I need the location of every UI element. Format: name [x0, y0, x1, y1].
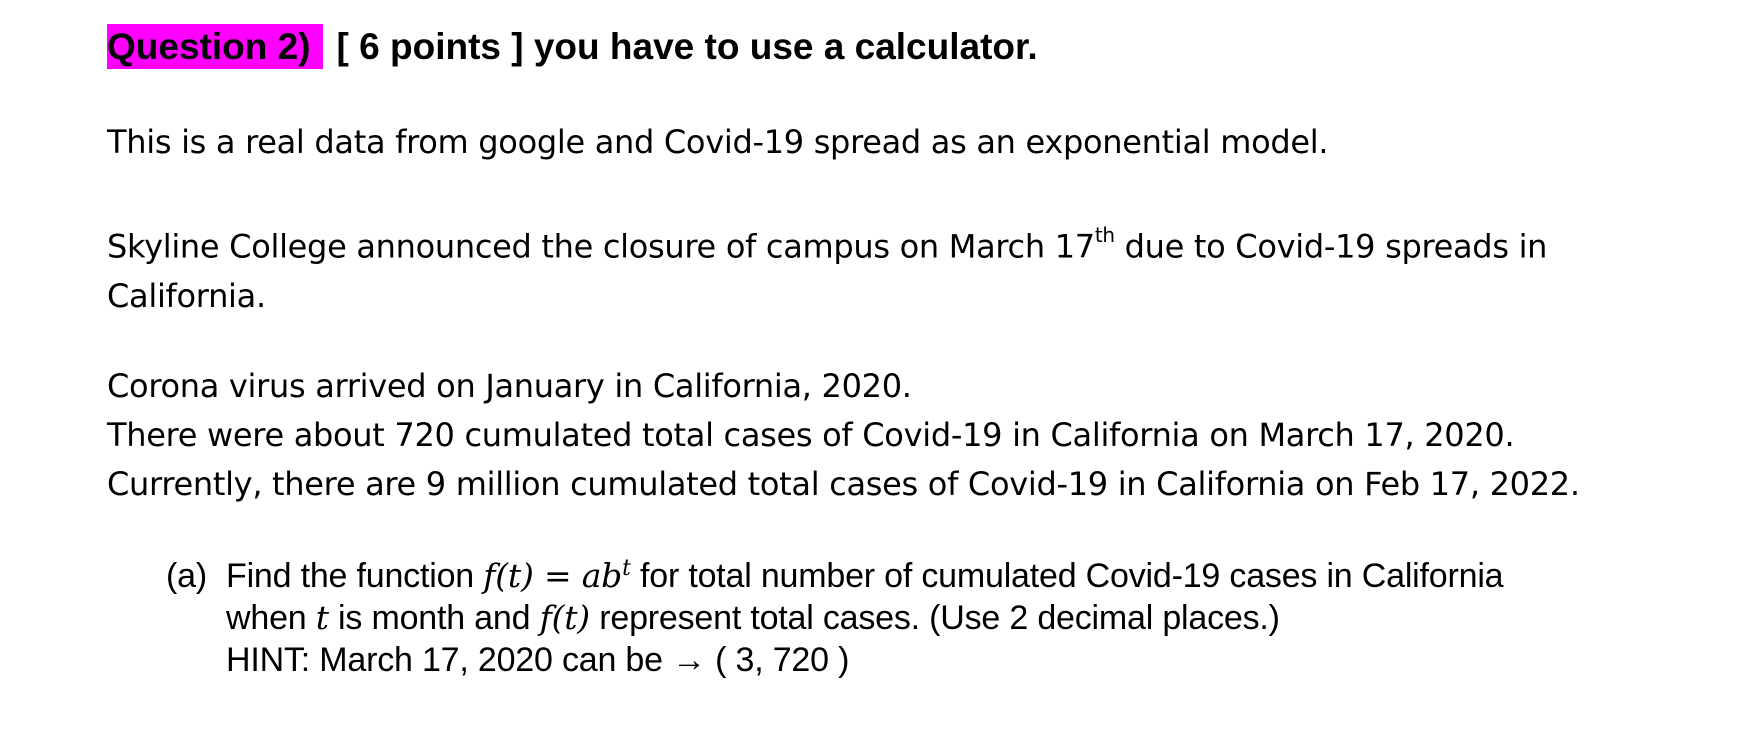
current-cases-line: Currently, there are 9 million cumulated total cases of Covid-19 in California on Feb 17, 2022. [107, 465, 1580, 503]
question-title: [ 6 points ] you have to use a calculator. [336, 26, 1038, 67]
part-a-line-2 [166, 597, 1503, 639]
part-a-text-5: represent total cases. (Use 2 decimal places.) [590, 599, 1280, 637]
closure-text-start: Skyline College announced the closure of campus on March 17 [107, 227, 1095, 266]
question-heading [107, 22, 1038, 72]
part-a-label: (a) [166, 557, 207, 595]
function-expression: f(t) = ab [483, 556, 623, 595]
part-a-text-3: when [226, 599, 316, 637]
function-formula [483, 556, 631, 595]
arrival-line: Corona virus arrived on January in California, 2020. [107, 367, 912, 405]
part-a-text-1: Find the function [226, 557, 484, 595]
intro-paragraph: This is a real data from google and Covid-19 spread as an exponential model. [107, 123, 1329, 161]
hint-line: HINT: March 17, 2020 can be → ( 3, 720 ) [226, 641, 850, 679]
part-a-line-1 [166, 548, 1503, 597]
closure-paragraph [107, 215, 1547, 321]
part-a-text-4: is month and [328, 599, 540, 637]
part-a-item [166, 548, 1503, 681]
data-paragraph [107, 362, 1580, 509]
variable-t: t [315, 598, 329, 637]
function-exponent: t [622, 556, 631, 581]
part-a-text-2: for total number of cumulated Covid-19 cases in California [630, 557, 1504, 595]
function-short: f(t) [539, 598, 590, 637]
closure-text-location: California. [107, 276, 266, 315]
ordinal-suffix: th [1094, 223, 1115, 247]
question-label: Question 2) [107, 24, 323, 69]
march-cases-line: There were about 720 cumulated total cases of Covid-19 in California on March 17, 2020. [107, 416, 1515, 454]
closure-text-end: due to Covid-19 spreads in [1114, 227, 1548, 266]
